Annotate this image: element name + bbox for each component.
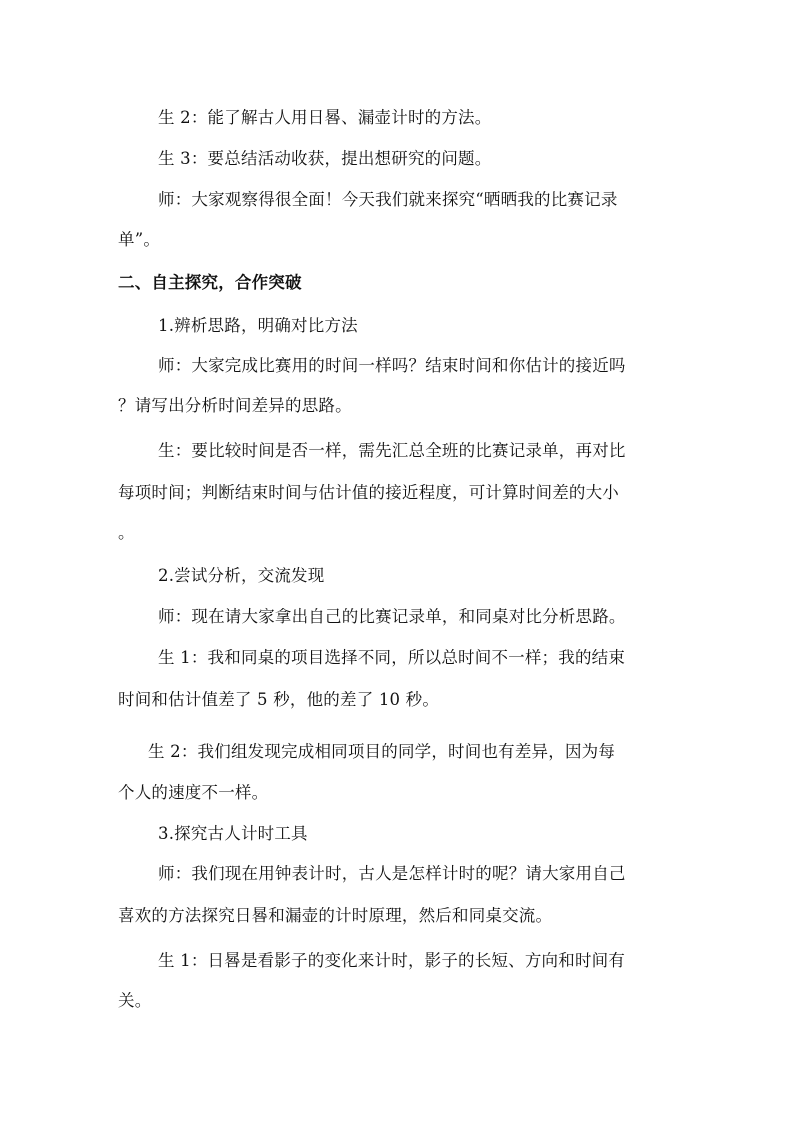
paragraph-line: 师：现在请大家拿出自己的比赛记录单，和同桌对比分析思路。	[158, 607, 626, 626]
paragraph-line: 生 2：能了解古人用日晷、漏壶计时的方法。	[158, 108, 492, 127]
paragraph-line: 生 2：我们组发现完成相同项目的同学，时间也有差异，因为每	[148, 742, 616, 761]
paragraph-line: 生 1：我和同桌的项目选择不同，所以总时间不一样；我的结束	[158, 648, 626, 667]
paragraph-line: 生 3：要总结活动收获，提出想研究的问题。	[158, 149, 492, 168]
section-heading: 二、自主探究，合作突破	[118, 273, 302, 292]
subsection-heading: 2.尝试分析，交流发现	[158, 566, 325, 585]
paragraph-line: 师：我们现在用钟表计时，古人是怎样计时的呢？请大家用自己	[158, 864, 626, 883]
paragraph-line: 师：大家观察得很全面！今天我们就来探究“晒晒我的比赛记录	[158, 190, 618, 209]
paragraph-line: 生：要比较时间是否一样，需先汇总全班的比赛记录单，再对比	[158, 441, 626, 460]
paragraph-line: 师：大家完成比赛用的时间一样吗？结束时间和你估计的接近吗	[158, 356, 626, 375]
paragraph-line: 。	[118, 523, 135, 542]
paragraph-line: 单”。	[118, 230, 161, 249]
subsection-heading: 3.探究古人计时工具	[158, 824, 308, 843]
paragraph-line: 喜欢的方法探究日晷和漏壶的计时原理，然后和同桌交流。	[118, 906, 553, 925]
paragraph-line: 生 1：日晷是看影子的变化来计时，影子的长短、方向和时间有	[158, 951, 626, 970]
paragraph-line: 每项时间；判断结束时间与估计值的接近程度，可计算时间差的大小	[118, 483, 619, 502]
paragraph-line: 个人的速度不一样。	[118, 783, 269, 802]
paragraph-line: 关。	[118, 991, 152, 1010]
paragraph-line: 时间和估计值差了 5 秒，他的差了 10 秒。	[118, 690, 440, 709]
subsection-heading: 1.辨析思路，明确对比方法	[158, 316, 358, 335]
paragraph-line: ？请写出分析时间差异的思路。	[118, 396, 352, 415]
